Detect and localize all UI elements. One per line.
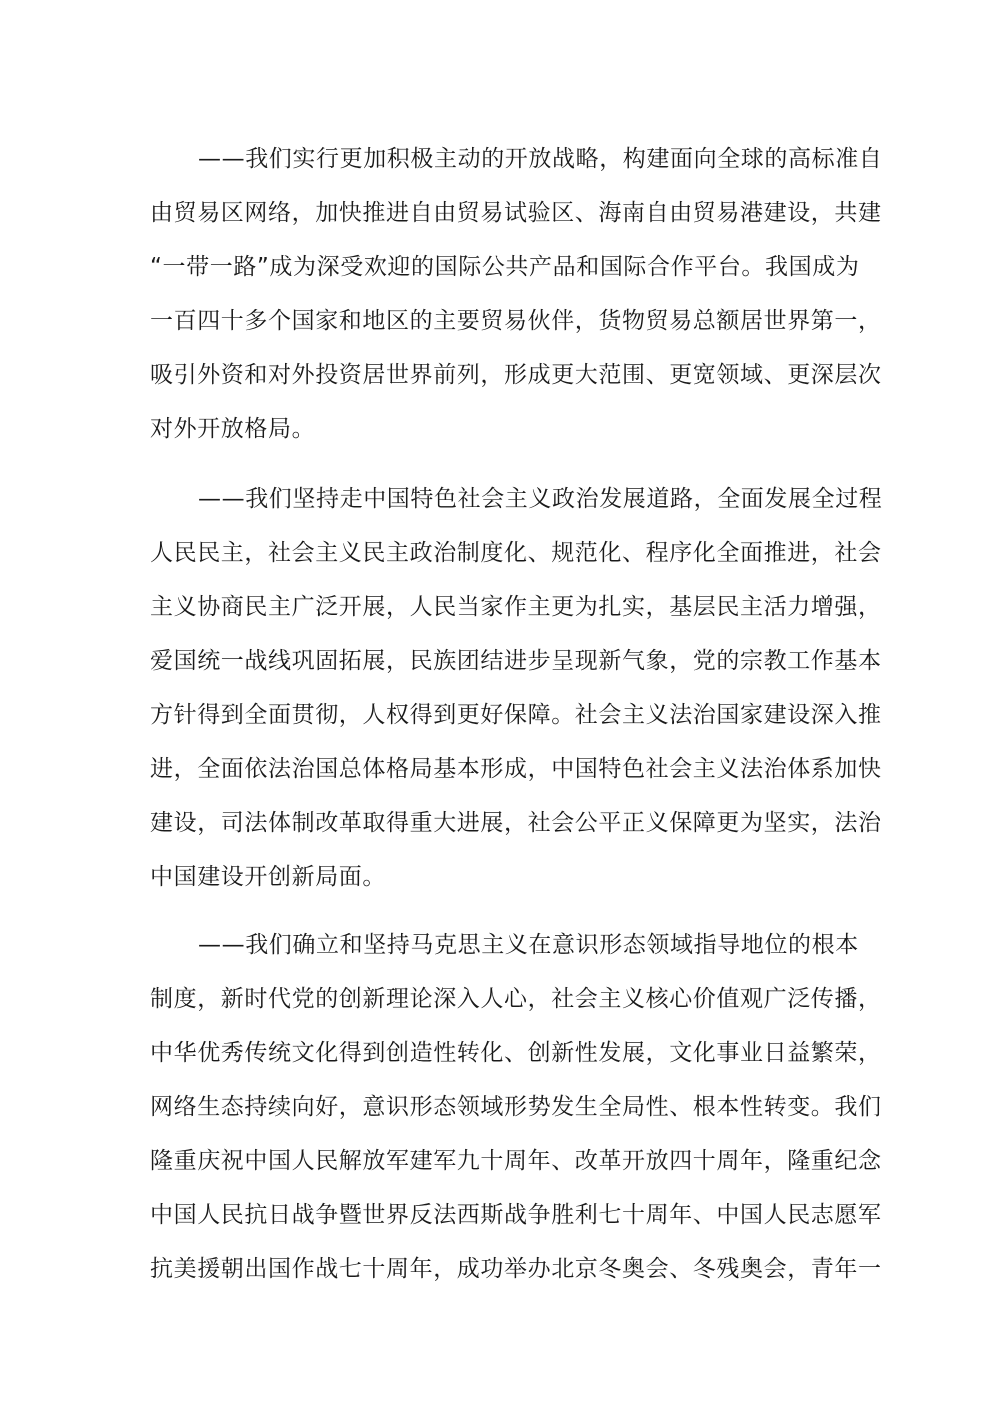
paragraph-line: 吸引外资和对外投资居世界前列，形成更大范围、更宽领域、更深层次 [150,362,882,388]
paragraph-line: ——我们确立和坚持马克思主义在意识形态领域指导地位的根本 [198,932,859,958]
paragraph-line: 中华优秀传统文化得到创造性转化、创新性发展，文化事业日益繁荣， [150,1040,882,1066]
paragraph-line: 抗美援朝出国作战七十周年，成功举办北京冬奥会、冬残奥会，青年一 [150,1256,882,1282]
paragraph-line: “一带一路”成为深受欢迎的国际公共产品和国际合作平台。我国成为 [150,254,860,280]
paragraph-line: ——我们坚持走中国特色社会主义政治发展道路，全面发展全过程 [198,486,883,512]
paragraph-line: 方针得到全面贯彻，人权得到更好保障。社会主义法治国家建设深入推 [150,702,882,728]
paragraph-line: 人民民主，社会主义民主政治制度化、规范化、程序化全面推进，社会 [150,540,882,566]
paragraph-line: ——我们实行更加积极主动的开放战略，构建面向全球的高标准自 [198,146,883,172]
paragraph-line: 爱国统一战线巩固拓展，民族团结进步呈现新气象，党的宗教工作基本 [150,648,882,674]
paragraph-line: 对外开放格局。 [150,416,316,442]
paragraph-line: 中国建设开创新局面。 [150,864,386,890]
paragraph-line: 主义协商民主广泛开展，人民当家作主更为扎实，基层民主活力增强， [150,594,882,620]
paragraph-ideology-culture [150,918,882,1296]
paragraph-line: 制度，新时代党的创新理论深入人心，社会主义核心价值观广泛传播， [150,986,882,1012]
paragraph-line: 由贸易区网络，加快推进自由贸易试验区、海南自由贸易港建设，共建 [150,200,882,226]
paragraph-line: 网络生态持续向好，意识形态领域形势发生全局性、根本性转变。我们 [150,1094,882,1120]
paragraph-line: 隆重庆祝中国人民解放军建军九十周年、改革开放四十周年，隆重纪念 [150,1148,882,1174]
paragraph-political-development [150,472,883,904]
paragraph-line: 建设，司法体制改革取得重大进展，社会公平正义保障更为坚实，法治 [150,810,882,836]
paragraph-opening-up [150,132,883,456]
paragraph-line: 一百四十多个国家和地区的主要贸易伙伴，货物贸易总额居世界第一， [150,308,882,334]
paragraph-line: 进，全面依法治国总体格局基本形成，中国特色社会主义法治体系加快 [150,756,882,782]
paragraph-line: 中国人民抗日战争暨世界反法西斯战争胜利七十周年、中国人民志愿军 [150,1202,882,1228]
